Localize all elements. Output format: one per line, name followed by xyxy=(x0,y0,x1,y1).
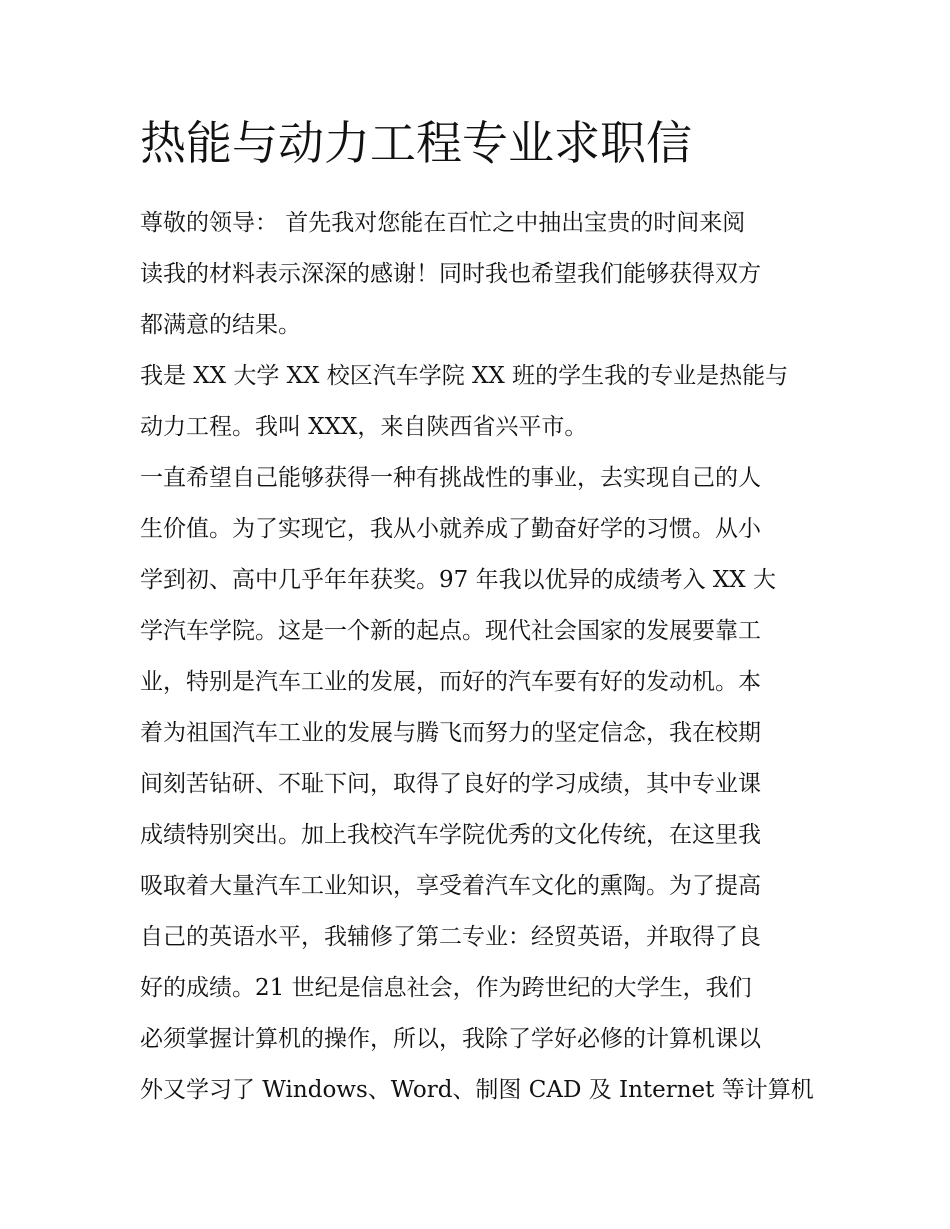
text-line: 好的成绩。21 世纪是信息社会，作为跨世纪的大学生，我们 xyxy=(140,975,752,1001)
letter-body xyxy=(140,198,820,1116)
text-line: 动力工程。我叫 XXX，来自陕西省兴平市。 xyxy=(140,414,588,440)
text-line: 业，特别是汽车工业的发展，而好的汽车要有好的发动机。本 xyxy=(140,669,761,695)
text-line: 都满意的结果。 xyxy=(140,312,301,338)
text-line: 吸取着大量汽车工业知识，享受着汽车文化的熏陶。为了提高 xyxy=(140,873,761,899)
text-line: 我是 XX 大学 XX 校区汽车学院 XX 班的学生我的专业是热能与 xyxy=(140,363,789,389)
text-line: 外又学习了 Windows、Word、制图 CAD 及 Internet 等计算机 xyxy=(140,1077,814,1103)
text-line: 学汽车学院。这是一个新的起点。现代社会国家的发展要靠工 xyxy=(140,618,761,644)
text-line: 成绩特别突出。加上我校汽车学院优秀的文化传统，在这里我 xyxy=(140,822,761,848)
text-line: 着为祖国汽车工业的发展与腾飞而努力的坚定信念，我在校期 xyxy=(140,720,761,746)
text-line: 尊敬的领导： 首先我对您能在百忙之中抽出宝贵的时间来阅 xyxy=(140,210,746,236)
page-title: 热能与动力工程专业求职信 xyxy=(140,116,692,170)
text-line: 生价值。为了实现它，我从小就养成了勤奋好学的习惯。从小 xyxy=(140,516,761,542)
text-line: 一直希望自己能够获得一种有挑战性的事业，去实现自己的人 xyxy=(140,465,761,491)
text-line: 必须掌握计算机的操作，所以，我除了学好必修的计算机课以 xyxy=(140,1026,761,1052)
text-line: 学到初、高中几乎年年获奖。97 年我以优异的成绩考入 XX 大 xyxy=(140,567,776,593)
text-line: 间刻苦钻研、不耻下问，取得了良好的学习成绩，其中专业课 xyxy=(140,771,761,797)
text-line: 读我的材料表示深深的感谢！同时我也希望我们能够获得双方 xyxy=(140,261,761,287)
text-line: 自己的英语水平，我辅修了第二专业：经贸英语，并取得了良 xyxy=(140,924,761,950)
